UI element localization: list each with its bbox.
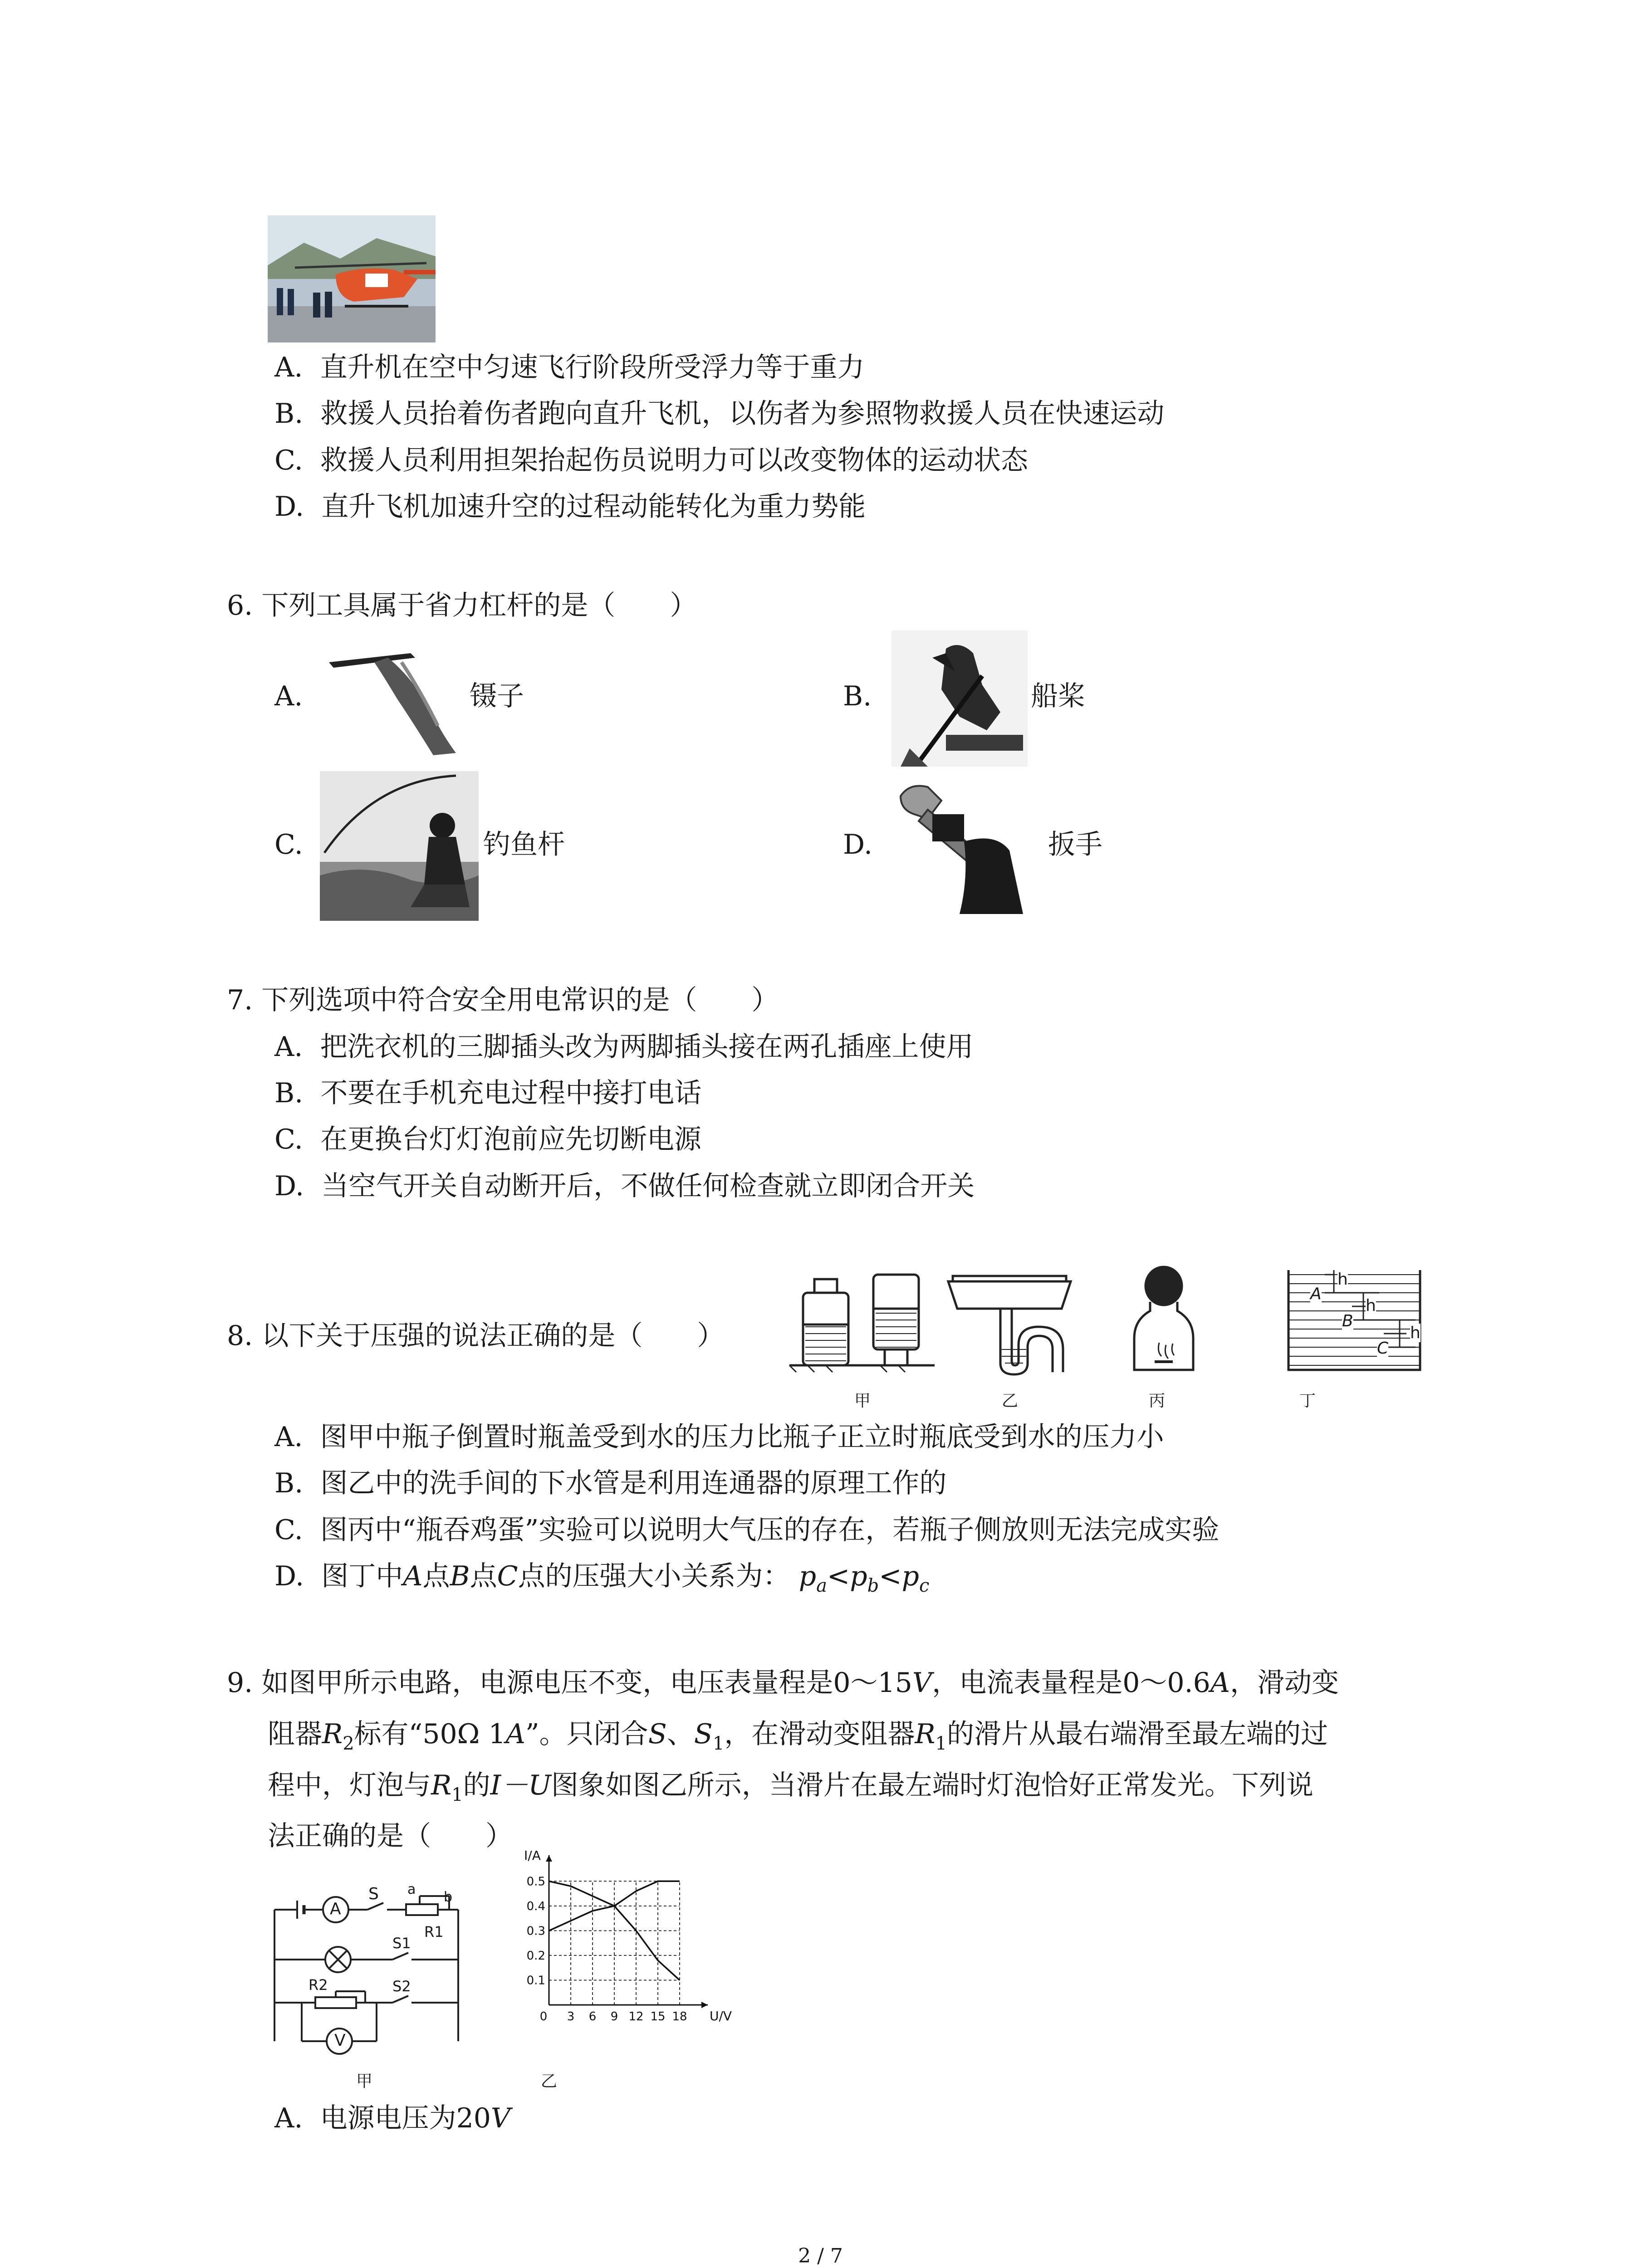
q9-stem-line1: 9. 如图甲所示电路，电源电压不变，电压表量程是0～15V，电流表量程是0～0.6A，滑动变 (227, 1667, 1339, 1699)
fig-ding-label-h1: h (1337, 1270, 1348, 1289)
circuit-terminal-a-label: a (407, 1882, 416, 1897)
fishing-rod-photo (320, 771, 479, 921)
fig-ding-label-a: A (1310, 1285, 1322, 1303)
circuit-r1-label: R1 (424, 1923, 444, 1941)
circuit-s2-label: S2 (392, 1978, 411, 1995)
y-tick-label: 0.2 (526, 1949, 545, 1963)
circuit-ammeter-label: A (330, 1900, 341, 1918)
y-tick-label: 0.1 (526, 1974, 545, 1988)
q8-option-d: D. 图丁中A点B点C点的压强大小关系为： $p_a<p_b<p_c$ (274, 1560, 930, 1596)
x-tick-label: 9 (610, 2010, 618, 2024)
fig-ding-label-h2: h (1366, 1296, 1376, 1315)
circuit-r2-label: R2 (309, 1976, 328, 1994)
circuit-voltmeter-label: V (334, 2031, 346, 2050)
y-tick-label: 0.3 (526, 1924, 545, 1938)
q8-option-c: C. 图丙中“瓶吞鸡蛋”实验可以说明大气压的存在，若瓶子侧放则无法完成实验 (274, 1514, 1220, 1546)
q5-option-b: B. 救援人员抬着伤者跑向直升飞机，以伤者为参照物救援人员在快速运动 (274, 398, 1165, 430)
circuit-s1-label: S1 (392, 1935, 411, 1952)
q6-option-a-text: 镊子 (470, 680, 524, 712)
x-axis-arrow (701, 2002, 708, 2008)
fig-ding-label-b: B (1342, 1312, 1353, 1330)
oar-photo (892, 631, 1028, 767)
q7-option-b: B. 不要在手机充电过程中接打电话 (274, 1077, 702, 1109)
q6-option-c-label: C. (274, 829, 303, 860)
caption-graph-yi: 乙 (541, 2072, 558, 2091)
x-tick-label: 6 (588, 2010, 597, 2024)
q6-option-c-text: 钓鱼杆 (483, 829, 565, 860)
caption-bing: 丙 (1149, 1392, 1166, 1410)
q9-stem-line3: 程中，灯泡与$R_1$的I－U图象如图乙所示，当滑片在最左端时灯泡恰好正常发光。下列说 (268, 1769, 1313, 1805)
tweezers-photo (320, 635, 465, 758)
sink-figure-yi (946, 1272, 1073, 1377)
x-tick-label: 15 (650, 2010, 666, 2024)
bottle-figure-jia (789, 1270, 935, 1374)
x-tick-label: 3 (567, 2010, 575, 2024)
origin-label: 0 (539, 2010, 548, 2024)
q5-option-a: A. 直升机在空中匀速飞行阶段所受浮力等于重力 (274, 352, 865, 383)
caption-circuit-jia: 甲 (356, 2072, 373, 2091)
caption-ding: 丁 (1299, 1392, 1316, 1410)
q6-stem: 6. 下列工具属于省力杠杆的是（ ） (227, 590, 697, 621)
q6-option-d-text: 扳手 (1048, 829, 1102, 860)
helicopter-photo (268, 215, 436, 342)
iu-graph (522, 1848, 732, 2037)
y-tick-label: 0.5 (526, 1875, 545, 1889)
q6-option-d-label: D. (843, 829, 873, 860)
fig-ding-label-c: C (1377, 1339, 1389, 1358)
x-axis-label: U/V (710, 2009, 732, 2024)
pressure-points-figure-ding (1284, 1266, 1438, 1374)
q9-stem-line4: 法正确的是（ ） (268, 1820, 513, 1852)
q8-stem: 8. 以下关于压强的说法正确的是（ ） (227, 1320, 725, 1352)
q7-stem: 7. 下列选项中符合安全用电常识的是（ ） (227, 984, 779, 1016)
q5-option-c: C. 救援人员利用担架抬起伤员说明力可以改变物体的运动状态 (274, 445, 1028, 476)
circuit-terminal-b-label: b (444, 1889, 453, 1905)
fig-ding-label-h3: h (1410, 1324, 1421, 1342)
caption-jia: 甲 (854, 1392, 871, 1410)
q6-option-b-label: B. (843, 680, 872, 712)
q9-option-a: A. 电源电压为20V (274, 2102, 511, 2134)
circuit-switch-s-label: S (368, 1885, 379, 1903)
q7-option-c: C. 在更换台灯灯泡前应先切断电源 (274, 1124, 701, 1155)
caption-yi: 乙 (1002, 1392, 1019, 1410)
page-number: 2 / 7 (798, 2244, 843, 2268)
q8-option-a: A. 图甲中瓶子倒置时瓶盖受到水的压力比瓶子正立时瓶底受到水的压力小 (274, 1421, 1164, 1453)
y-axis-arrow (546, 1855, 552, 1862)
q6-option-b-text: 船桨 (1031, 680, 1085, 712)
q8-option-b: B. 图乙中的洗手间的下水管是利用连通器的原理工作的 (274, 1467, 947, 1499)
y-axis-label: I/A (524, 1848, 541, 1863)
q6-option-a-label: A. (274, 680, 303, 712)
q7-option-a: A. 把洗衣机的三脚插头改为两脚插头接在两孔插座上使用 (274, 1031, 974, 1063)
y-tick-label: 0.4 (526, 1899, 545, 1913)
wrench-photo (892, 778, 1032, 914)
x-tick-label: 18 (672, 2010, 687, 2024)
q5-option-d: D. 直升飞机加速升空的过程动能转化为重力势能 (274, 491, 866, 523)
q7-option-d: D. 当空气开关自动断开后，不做任何检查就立即闭合开关 (274, 1170, 975, 1202)
x-tick-label: 12 (628, 2010, 644, 2024)
egg-bottle-figure-bing (1130, 1266, 1198, 1374)
circuit-diagram (270, 1887, 465, 2059)
q9-stem-line2: 阻器$R_2$标有“50Ω 1A”。只闭合S、$S_1$，在滑动变阻器$R_1$的滑片从最右端滑至最左端的过 (268, 1718, 1328, 1754)
